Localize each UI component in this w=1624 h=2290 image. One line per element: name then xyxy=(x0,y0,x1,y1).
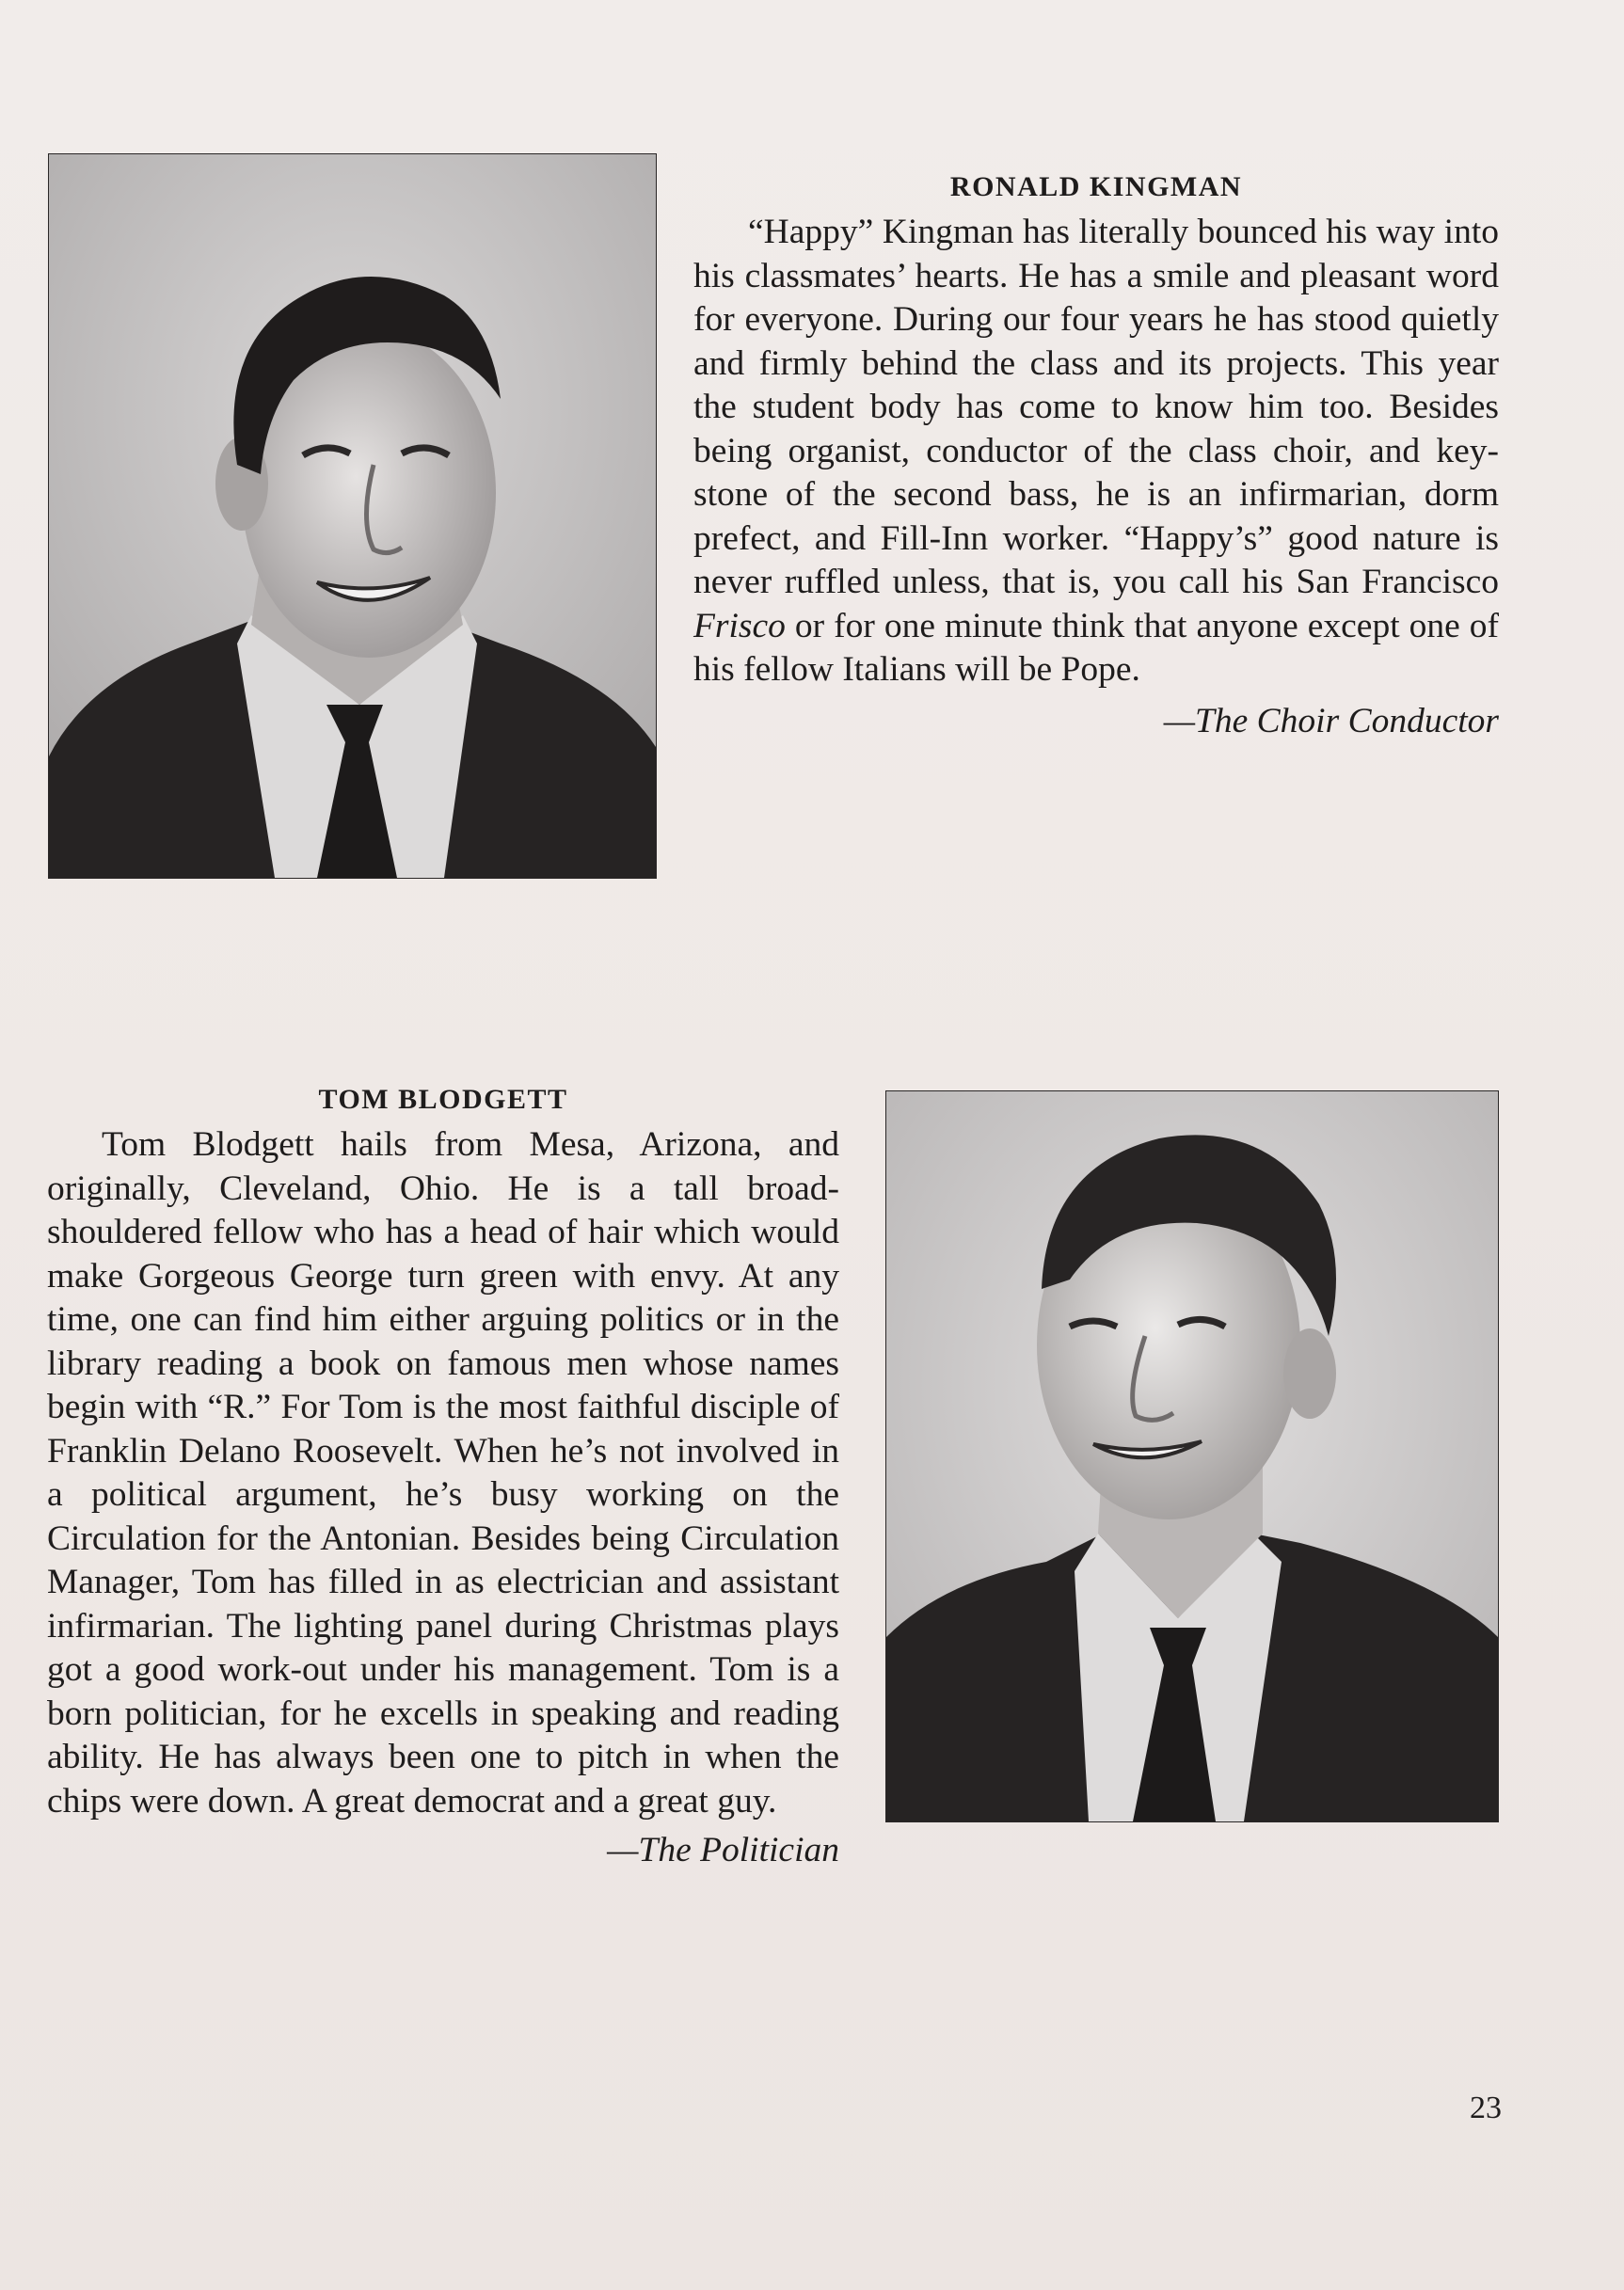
bio-name: RONALD KINGMAN xyxy=(949,171,1243,202)
portrait-photo-ronald-kingman xyxy=(49,154,656,878)
bio-text: Tom Blodgett hails from Mesa, Arizona, and originally, Cleveland, Ohio. He is a tall broad-shouldered fellow who has a head of hair which would make Gorgeous George turn green with envy. At any time, one can find him either arguing politics or in the library reading a book on famous men whose names begin with “R.” For Tom is the most faithful disciple of Franklin Delano Roosevelt. When he’s not involved in a political argument, he’s busy working on the Circulation for the Antonian. Besides being Circulation Manager, Tom has filled in as electrician and assistant infirmarian. The lighting panel during Christmas plays got a good work-out under his management. Tom is a born politician, for he excells in speaking and reading ability. He has always been one to pitch in when the chips were down. A great democrat and a great guy. xyxy=(47,1125,839,1821)
portrait-photo-tom-blodgett xyxy=(886,1091,1498,1821)
bio-signature: —The Politician xyxy=(607,1831,839,1869)
bio-text-italic: Frisco xyxy=(693,606,786,645)
bio-name: TOM BLODGETT xyxy=(318,1084,568,1115)
page-number: 23 xyxy=(1470,2091,1502,2125)
bio-ronald-kingman xyxy=(693,171,1499,743)
bio-text-part: or for one minute think that anyone except one of his fellow Italians will be Pope. xyxy=(693,606,1499,689)
bio-text xyxy=(693,211,1499,692)
bio-text-part: “Happy” Kingman has literally bounced his way into his classmates’ hearts. He has a smile and pleasant word for everyone. During our four years he has stood quietly and firmly behind the class and its projects. This year the student body has come to know him too. Besides being organist, conductor of the class choir, and key-stone of the second bass, he is an infirmarian, dorm prefect, and Fill-Inn worker. “Happy’s” good nature is never ruffled unless, that is, you call his San Francisco xyxy=(693,213,1499,601)
bio-signature: —The Choir Conductor xyxy=(1163,701,1499,740)
bio-tom-blodgett xyxy=(47,1084,839,1872)
